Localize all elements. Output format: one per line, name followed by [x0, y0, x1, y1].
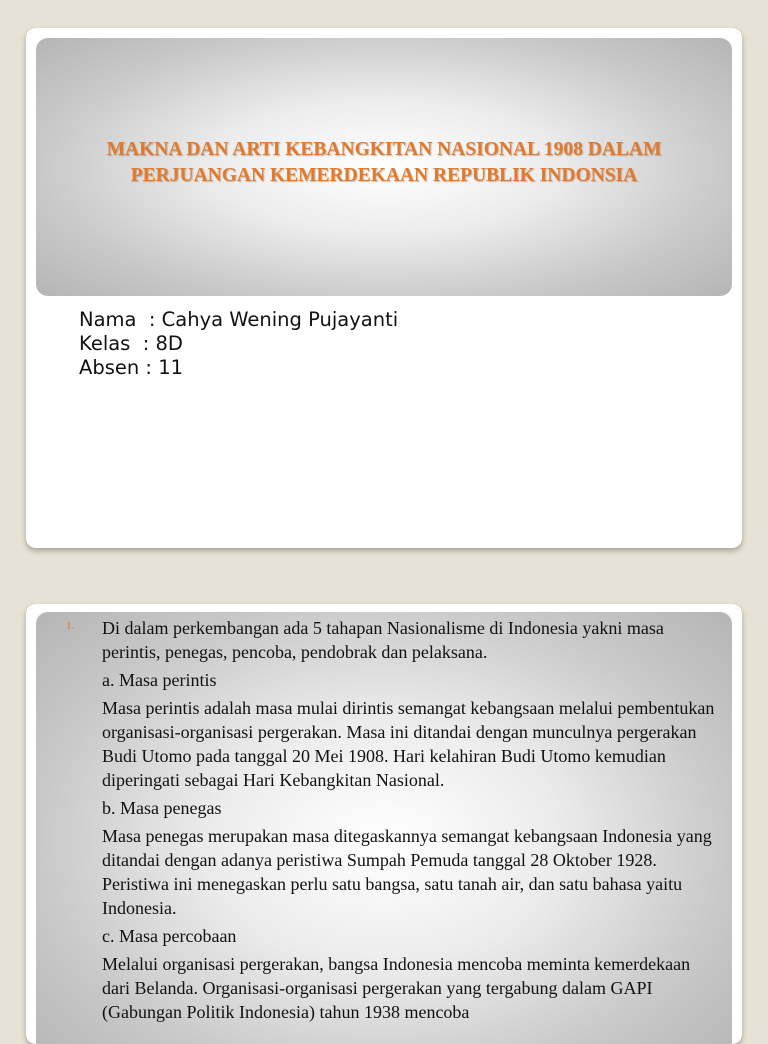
content-slide — [26, 604, 742, 1044]
info-absen: Absen : 11 — [79, 356, 184, 379]
paragraph-masa-penegas: Masa penegas merupakan masa ditegaskannya semangat kebangsaan Indonesia yang ditandai dengan adanya peristiwa Sumpah Pemuda tanggal 28 Oktober 1928. Peristiwa ini menegaskan perlu satu bangsa, satu tanah air, dan satu bahasa yaitu Indonesia. — [102, 826, 712, 918]
info-class: Kelas : 8D — [79, 332, 183, 355]
title-panel — [36, 38, 732, 296]
paragraph-intro: Di dalam perkembangan ada 5 tahapan Nasionalisme di Indonesia yakni masa perintis, penegas, pencoba, pendobrak dan pelaksana. — [102, 618, 664, 662]
title-slide — [26, 28, 742, 548]
info-name: Nama : Cahya Wening Pujayanti — [79, 308, 399, 331]
slide-title — [87, 137, 682, 197]
slide-title-line-1: MAKNA DAN ARTI KEBANGKITAN NASIONAL 1908 DALAM — [106, 139, 662, 160]
content-body — [102, 616, 718, 1028]
paragraph-masa-percobaan: Melalui organisasi pergerakan, bangsa Indonesia mencoba meminta kemerdekaan dari Belanda. Organisasi-organisasi pergerakan yang tergabung dalam GAPI (Gabungan Politik Indonesia) tahun 1938 mencoba — [102, 954, 691, 1022]
content-panel — [36, 612, 732, 1044]
paragraph-masa-perintis: Masa perintis adalah masa mulai dirintis semangat kebangsaan melalui pembentukan organisasi-organisasi pergerakan. Masa ini ditandai dengan munculnya pergerakan Budi Utomo pada tanggal 20 Mei 1908. Hari kelahiran Budi Utomo kemudian diperingati sebagai Hari Kebangkitan Nasional. — [102, 698, 715, 790]
list-number: 1. — [66, 620, 75, 632]
heading-masa-penegas: b. Masa penegas — [102, 798, 222, 818]
student-info — [79, 308, 398, 380]
slide-title-line-2: PERJUANGAN KEMERDEKAAN REPUBLIK INDONSIA — [130, 165, 638, 186]
heading-masa-percobaan: c. Masa percobaan — [102, 926, 237, 946]
heading-masa-perintis: a. Masa perintis — [102, 670, 217, 690]
